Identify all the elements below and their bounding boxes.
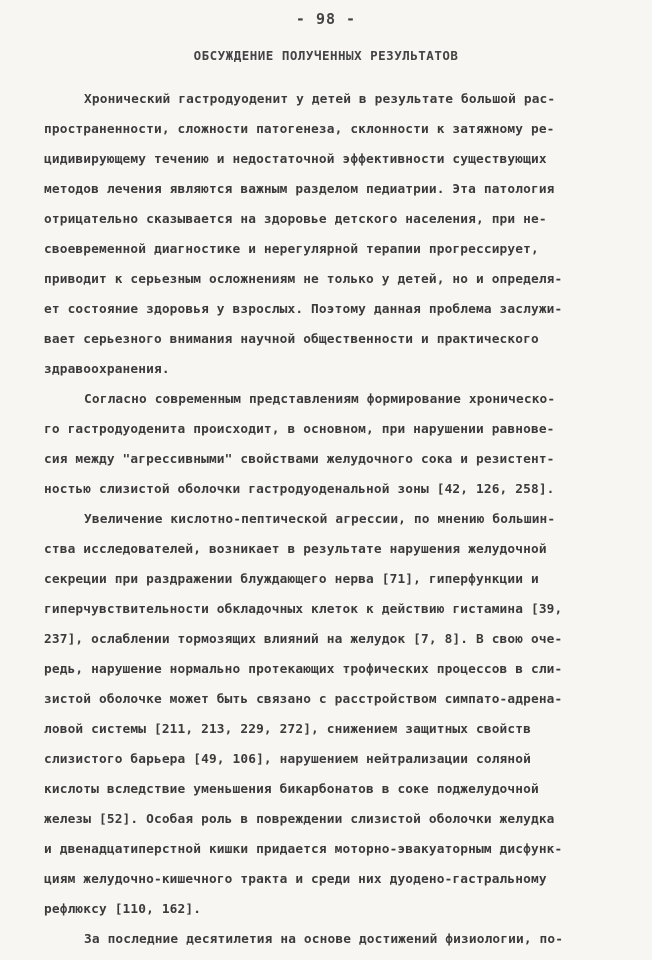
text-line: своевременной диагностике и нерегулярной терапии прогрессирует, [44, 242, 539, 257]
text-line: вает серьезного внимания научной общественности и практического [44, 332, 539, 347]
paragraph [44, 85, 608, 385]
text-line: и двенадцатиперстной кишки придается моторно-эвакуаторным дисфунк- [44, 842, 563, 857]
text-line: За последние десятилетия на основе достижений физиологии, по- [84, 932, 564, 947]
text-line: сия между "агрессивными" свойствами желудочного сока и резистент- [44, 452, 555, 467]
text-line: методов лечения являются важным разделом педиатрии. Эта патология [44, 182, 555, 197]
text-line: здравоохранения. [44, 362, 170, 377]
text-line: слизистого барьера [49, 106], нарушением нейтрализации соляной [44, 752, 531, 767]
text-line: пространенности, сложности патогенеза, склонности к затяжному ре- [44, 122, 555, 137]
text-line: рефлюксу [110, 162]. [44, 902, 202, 917]
text-line: цидивирующему течению и недостаточной эффективности существующих [44, 152, 547, 167]
text-line: редь, нарушение нормально протекающих трофических процессов в сли- [44, 662, 563, 677]
text-line: го гастродуоденита происходит, в основном, при нарушении равнове- [44, 422, 555, 437]
text-line: секреции при раздражении блуждающего нерва [71], гиперфункции и [44, 572, 539, 587]
paragraph [44, 385, 608, 505]
section-title: ОБСУЖДЕНИЕ ПОЛУЧЕННЫХ РЕЗУЛЬТАТОВ [193, 48, 459, 63]
text-line: циям желудочно-кишечного тракта и среди них дуодено-гастральному [44, 872, 547, 887]
text-line: кислоты вследствие уменьшения бикарбонатов в соке поджелудочной [44, 782, 539, 797]
text-line: 237], ослаблении тормозящих влияний на желудок [7, 8]. В свою оче- [44, 632, 563, 647]
text-line: ет состояние здоровья у взрослых. Поэтому данная проблема заслужи- [44, 302, 563, 317]
text-line: железы [52]. Особая роль в повреждении слизистой оболочки желудка [44, 812, 555, 827]
text-line: Хронический гастродуоденит у детей в результате большой рас- [84, 92, 556, 107]
paragraph [44, 505, 608, 925]
text-line: ловой системы [211, 213, 229, 272], снижением защитных свойств [44, 722, 531, 737]
text-line: зистой оболочке может быть связано с расстройством симпато-адрена- [44, 692, 563, 707]
text-line: Увеличение кислотно-пептической агрессии, по мнению большин- [84, 512, 556, 527]
text-line: приводит к серьезным осложнениям не только у детей, но и определя- [44, 272, 563, 287]
body-text [44, 85, 608, 955]
paragraph [44, 925, 608, 955]
text-line: ства исследователей, возникает в результате нарушения желудочной [44, 542, 547, 557]
text-line: ностью слизистой оболочки гастродуоденальной зоны [42, 126, 258]. [44, 482, 555, 497]
text-line: отрицательно сказывается на здоровье детского населения, при не- [44, 212, 547, 227]
text-line: Согласно современным представлениям формирование хроническо- [84, 392, 556, 407]
page-number: - 98 - [295, 10, 357, 28]
text-line: гиперчувствительности обкладочных клеток к действию гистамина [39, [44, 602, 563, 617]
